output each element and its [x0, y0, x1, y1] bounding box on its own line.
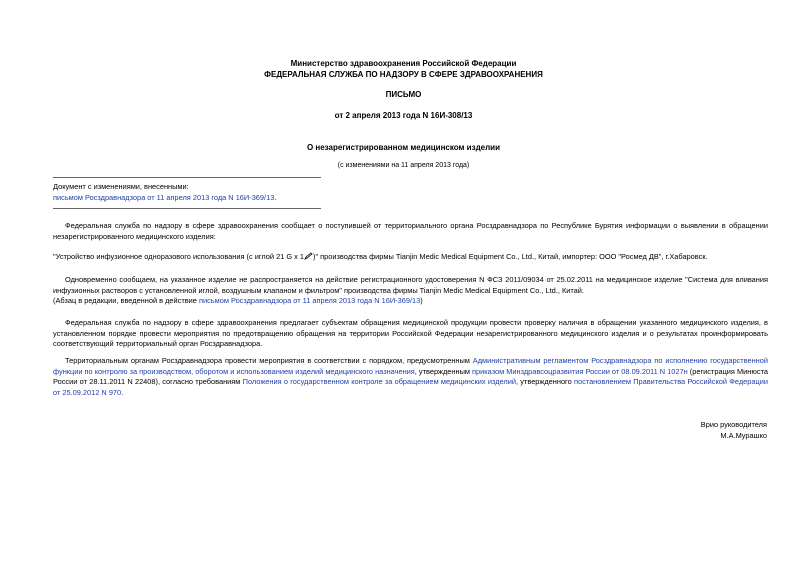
- changes-box-top-rule: [53, 177, 321, 178]
- provision-link[interactable]: Положения о государственном контроле за обращением медицинских изделий: [242, 377, 516, 387]
- doc-subject: О незарегистрированном медицинском изделии: [306, 143, 501, 152]
- signature-role: Врио руководителя: [700, 420, 767, 429]
- paragraph-3-note-end: ): [420, 296, 423, 305]
- paragraph-3-text: Одновременно сообщаем, на указанное изделие не распространяется на действие регистрационного удостоверения N ФСЗ 2011/09034 от 25.02.2011 на медицинское изделие "Система для вливания инфузионных растворов с установленной иглой, воздушным клапаном и фильтром" производства фирмы Tianjin Medic Medical Equipment Co., Ltd., Китай.: [53, 275, 768, 295]
- service-name: ФЕДЕРАЛЬНАЯ СЛУЖБА ПО НАДЗОРУ В СФЕРЕ ЗДРАВООХРАНЕНИЯ: [264, 70, 543, 79]
- amendment-link[interactable]: письмом Росздравнадзора от 11 апреля 2013 года N 16И-369/13: [53, 193, 275, 202]
- paragraph-3-note: [53, 296, 423, 305]
- paragraph-5-text-4: , утвержденного: [515, 377, 574, 387]
- order-link[interactable]: приказом Минздравсоцразвития России от 08.09.2011 N 1027н: [472, 366, 688, 376]
- changes-box-label: Документ с изменениями, внесенными:: [53, 182, 189, 191]
- doc-date-number: от 2 апреля 2013 года N 16И-308/13: [334, 111, 473, 120]
- amendment-link-inline[interactable]: письмом Росздравнадзора от 11 апреля 2013 года N 16И-369/13: [198, 296, 421, 305]
- paragraph-1: [53, 221, 768, 242]
- paragraph-5-text-5: .: [121, 387, 124, 397]
- signature-name: М.А.Мурашко: [720, 431, 767, 440]
- changes-box-bottom-rule: [53, 208, 321, 209]
- paragraph-2: [53, 252, 768, 263]
- paragraph-5: [53, 356, 768, 398]
- paragraph-3: [53, 275, 768, 296]
- doc-type: ПИСЬМО: [385, 90, 422, 99]
- regulation-link[interactable]: Административным регламентом Росздравнадзора по исполнению государственной функции по контролю за производством, оборотом и использованием изделий медицинского назначения: [53, 356, 768, 376]
- paragraph-3-note-start: (Абзац в редакции, введенной в действие: [53, 296, 199, 305]
- paragraph-5-text-3: (регистрация Минюста России от 28.11.2011 N 22408), согласно требованиям: [53, 366, 768, 387]
- paragraph-4-text: Федеральная служба по надзору в сфере здравоохранения предлагает субъектам обращения медицинской продукции провести проверку наличия в обращении указанного медицинского изделия, в установленном порядке провести мероприятия по предотвращению обращения на территории Российской Федерации незарегистрированного медицинского изделия и о результатах проинформировать соответствующий территориальный орган Росздравнадзора.: [53, 318, 768, 349]
- ministry-name: Министерство здравоохранения Российской Федерации: [290, 59, 517, 68]
- pencil-icon: [304, 252, 313, 260]
- government-decree-link[interactable]: постановлением Правительства Российской Федерации от 25.09.2012 N 970: [53, 377, 768, 397]
- paragraph-2-text-end: )" производства фирмы Tianjin Medic Medical Equipment Co., Ltd., Китай, импортер: ООО "Росмед ДВ", г.Хабаровск.: [313, 252, 708, 261]
- changes-box-link-line: [53, 193, 276, 202]
- changes-note: (с изменениями на 11 апреля 2013 года): [337, 162, 470, 169]
- paragraph-4: [53, 318, 768, 350]
- paragraph-5-text-2: , утвержденным: [414, 366, 473, 376]
- paragraph-2-text-start: "Устройство инфузионное одноразового использования (с иглой 21 G x 1: [53, 252, 305, 261]
- changes-box-link-suffix: .: [274, 193, 277, 202]
- paragraph-1-text: Федеральная служба по надзору в сфере здравоохранения сообщает о поступившей от территориального органа Росздравнадзора по Республике Бурятия информации о выявлении в обращении незарегистрированного медицинского изделия:: [53, 221, 768, 241]
- paragraph-5-text-1: Территориальным органам Росздравнадзора провести мероприятия в соответствии с порядком, предусмотренным: [65, 356, 473, 365]
